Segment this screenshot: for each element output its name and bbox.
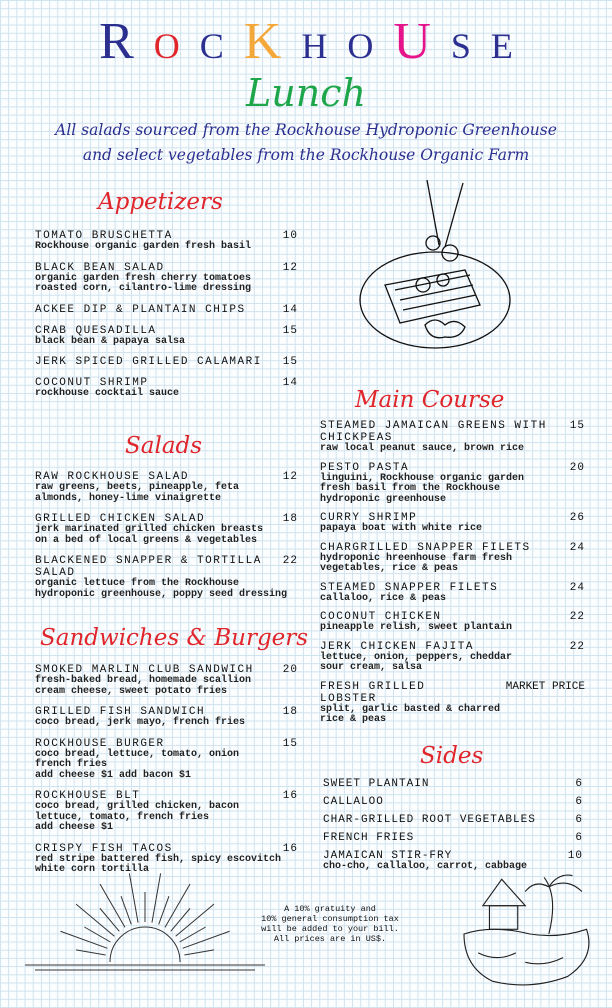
menu-item [320, 462, 585, 506]
item-description: raw local peanut sauce, brown rice [320, 443, 525, 454]
item-name: JERK CHICKEN FAJITA [320, 640, 474, 653]
sun-ray [159, 896, 169, 924]
sun-ray [100, 884, 125, 927]
item-name: CRAB QUESADILLA [35, 324, 157, 337]
item-description: cream cheese, sweet potato fries [35, 685, 228, 697]
item-price: 18 [282, 706, 298, 718]
item-name: ROCKHOUSE BURGER [35, 737, 165, 750]
logo-letter: H [301, 26, 328, 66]
item-description: hydroponic greenhouse, poppy seed dressing [35, 588, 288, 600]
tagline-line: All salads sourced from the Rockhouse Hydroponic Greenhouse [55, 121, 557, 139]
item-price: 24 [569, 541, 585, 554]
logo-letter: E [490, 26, 513, 66]
item-price: 10 [567, 850, 583, 862]
item-price: MARKET PRICE [505, 680, 585, 693]
item-description: linguini, Rockhouse organic garden [320, 472, 525, 484]
side-item [323, 832, 583, 850]
item-description: callaloo, rice & peas [320, 592, 447, 604]
logo-letter: C [199, 26, 224, 66]
logo-letter: R [99, 13, 134, 70]
item-price: 15 [282, 324, 298, 337]
item-price: 6 [575, 796, 583, 808]
menu-item [320, 420, 585, 455]
item-description: fresh-baked bread, homemade scallion [35, 675, 252, 686]
item-price: 24 [569, 581, 585, 594]
menu-item [320, 641, 585, 674]
sun-ray [165, 884, 190, 927]
item-price: 6 [575, 778, 583, 790]
sun-ray [121, 896, 131, 924]
item-name: CURRY SHRIMP [320, 512, 418, 524]
tagline-line: and select vegetables from the Rockhouse Organic Farm [82, 146, 530, 164]
item-price: 20 [569, 461, 585, 474]
item-description: pineapple relish, sweet plantain [320, 622, 513, 633]
menu-item [35, 706, 298, 729]
item-description: white corn tortilla [35, 864, 150, 875]
menu-item [35, 555, 298, 600]
item-description: fresh basil from the Rockhouse [320, 483, 501, 494]
salads-section [35, 471, 298, 609]
menu-item [320, 512, 585, 535]
item-description: lettuce, tomato, french fries [35, 811, 210, 823]
menu-item [35, 664, 298, 697]
note-line: 10% general consumption tax [261, 914, 399, 924]
item-description: hydroponic hreenhouse farm fresh [320, 552, 513, 564]
sun-ray [129, 873, 138, 922]
note-line: A 10% gratuity and [284, 904, 376, 914]
item-price: 15 [569, 420, 585, 432]
item-description: organic lettuce from the Rockhouse [35, 578, 240, 589]
sun-ray [184, 950, 214, 955]
item-price: 12 [282, 261, 298, 274]
sun-ray [176, 904, 214, 936]
logo-letter: O [347, 26, 374, 66]
item-description: papaya boat with white rice [320, 523, 483, 534]
item-description: coco bread, grilled chicken, bacon [35, 801, 240, 812]
side-item [323, 778, 583, 796]
menu-item [35, 356, 298, 368]
item-description: organic garden fresh cherry tomatoes [35, 272, 252, 284]
item-price: 18 [282, 513, 298, 525]
menu-item [320, 611, 585, 634]
menu-item [320, 681, 585, 726]
note-line: will be added to your bill. [261, 924, 399, 934]
item-name: GRILLED CHICKEN SALAD [35, 513, 206, 525]
item-name: RAW ROCKHOUSE SALAD [35, 471, 189, 483]
appetizers-heading: Appetizers [98, 189, 223, 215]
item-price: 15 [282, 737, 298, 750]
item-price: 20 [282, 664, 298, 676]
item-name: CHAR-GRILLED ROOT VEGETABLES [323, 814, 536, 826]
item-name: CHARGRILLED SNAPPER FILETS [320, 541, 531, 554]
menu-item [35, 471, 298, 504]
item-name: ACKEE DIP & PLANTAIN CHIPS [35, 303, 246, 316]
logo-letter: U [393, 13, 431, 70]
item-description: vegetables, rice & peas [320, 563, 459, 574]
tagline [0, 118, 612, 168]
item-price: 26 [569, 512, 585, 524]
item-name: GRILLED FISH SANDWICH [35, 706, 206, 718]
item-description: rockhouse cocktail sauce [35, 388, 180, 399]
item-name: SMOKED MARLIN CLUB SANDWICH [35, 664, 254, 676]
item-description: sour cream, salsa [320, 662, 423, 673]
sides-heading: Sides [420, 743, 484, 769]
item-price: 22 [569, 611, 585, 623]
item-price: 6 [575, 814, 583, 826]
item-name: JAMAICAN STIR-FRY [323, 850, 453, 862]
item-description: split, garlic basted & charred [320, 703, 501, 715]
sides-section [323, 778, 583, 873]
item-name: JERK SPICED GRILLED CALAMARI [35, 356, 262, 368]
item-name: COCONUT SHRIMP [35, 377, 149, 389]
item-description: cho-cho, callaloo, carrot, cabbage [323, 861, 528, 872]
sandwiches-section [35, 664, 298, 885]
rockhouse-logo [0, 13, 612, 70]
menu-title: Lunch [246, 71, 366, 115]
menu-item [35, 304, 298, 316]
main-course-heading: Main Course [355, 387, 505, 413]
sun-ray [183, 931, 230, 948]
note-line: All prices are in US$. [273, 934, 387, 944]
hut-on-rock-illustration [455, 868, 605, 1000]
item-description: coco bread, lettuce, tomato, onion [35, 748, 240, 760]
item-description: roasted corn, cilantro-lime dressing [35, 283, 252, 294]
menu-item [35, 377, 298, 400]
item-name: COCONUT CHICKEN [320, 611, 442, 623]
appetizers-section [35, 230, 298, 409]
menu-item [320, 542, 585, 575]
item-name: SWEET PLANTAIN [323, 778, 430, 790]
item-description: add cheese $1 add bacon $1 [35, 769, 192, 781]
item-name: TOMATO BRUSCHETTA [35, 230, 173, 242]
item-description: hydroponic greenhouse [320, 493, 447, 505]
item-description: french fries [35, 759, 108, 770]
item-price: 16 [282, 842, 298, 855]
gratuity-note [255, 904, 405, 944]
item-name: CALLALOO [323, 796, 384, 808]
item-name: FRESH GRILLED LOBSTER [320, 680, 426, 705]
salads-heading: Salads [125, 433, 203, 459]
sandwiches-heading: Sandwiches & Burgers [40, 625, 309, 651]
item-price: 22 [282, 555, 298, 567]
sun-ray [60, 931, 107, 948]
item-price: 12 [282, 471, 298, 483]
menu-item [35, 325, 298, 348]
menu-item [35, 738, 298, 782]
main-course-section [320, 420, 585, 733]
item-price: 14 [282, 377, 298, 389]
side-item [323, 814, 583, 832]
item-description: Rockhouse organic garden fresh basil [35, 241, 252, 252]
menu-item [35, 513, 298, 546]
item-description: on a bed of local greens & vegetables [35, 534, 258, 546]
menu-item [35, 230, 298, 253]
item-name: BLACK BEAN SALAD [35, 261, 165, 274]
item-description: lettuce, onion, peppers, cheddar [320, 651, 513, 663]
sun-ray [76, 904, 114, 936]
item-description: almonds, honey-lime vinaigrette [35, 492, 222, 504]
sunrise-illustration [25, 870, 265, 980]
item-name: ROCKHOUSE BLT [35, 790, 141, 802]
side-item [323, 796, 583, 814]
item-description: rice & peas [320, 714, 387, 725]
item-price: 16 [282, 790, 298, 802]
sun-ray [76, 950, 106, 955]
item-price: 14 [282, 303, 298, 316]
item-description: jerk marinated grilled chicken breasts [35, 524, 264, 535]
item-description: coco bread, jerk mayo, french fries [35, 717, 246, 728]
item-price: 15 [282, 356, 298, 368]
plate-chopsticks-illustration [355, 175, 515, 360]
item-description: add cheese $1 [35, 822, 114, 833]
logo-letter: S [450, 26, 471, 66]
item-description: raw greens, beets, pineapple, feta [35, 482, 240, 493]
item-name: STEAMED JAMAICAN GREENS WITH CHICKPEAS [320, 420, 547, 444]
item-description: black bean & papaya salsa [35, 335, 186, 347]
item-name: CRISPY FISH TACOS [35, 842, 173, 855]
logo-letter: K [243, 13, 282, 70]
item-name: STEAMED SNAPPER FILETS [320, 581, 499, 594]
menu-item [35, 790, 298, 834]
item-price: 22 [569, 640, 585, 653]
menu-item [320, 582, 585, 605]
item-name: FRENCH FRIES [323, 832, 415, 844]
item-name: PESTO PASTA [320, 461, 410, 474]
logo-letter: O [153, 26, 180, 66]
menu-item [35, 262, 298, 295]
item-price: 6 [575, 832, 583, 844]
item-description: red stripe battered fish, spicy escovitch [35, 853, 282, 865]
sun-ray [152, 873, 161, 922]
item-name: BLACKENED SNAPPER & TORTILLA SALAD [35, 555, 262, 579]
item-price: 10 [282, 230, 298, 242]
